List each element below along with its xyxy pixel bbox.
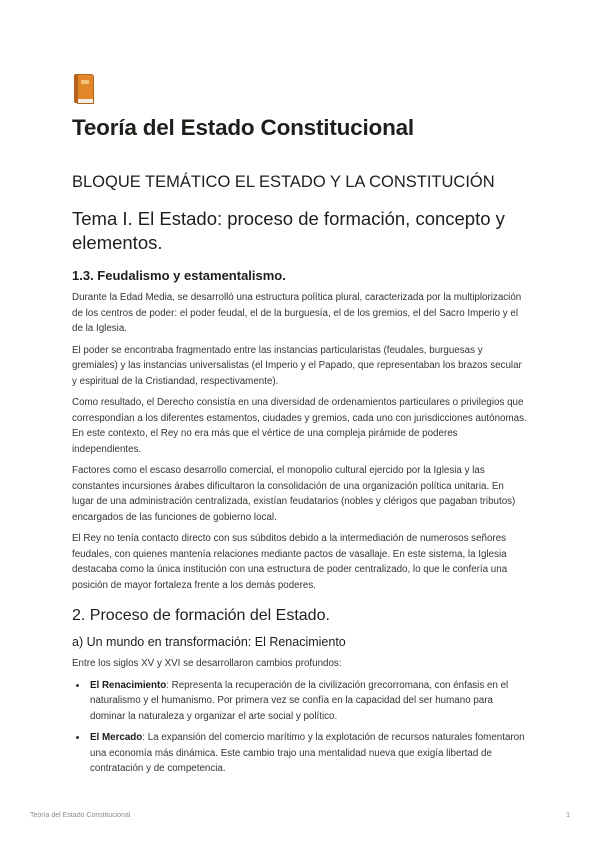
paragraph: Como resultado, el Derecho consistía en una diversidad de ordenamientos particulares o privilegios que correspondían a los diferentes estamentos, ciudades y gremios, cada uno con jurisdicciones autónomas. En este contexto, el Rey no era más que el vértice de una compleja pirámide de poderes independientes. — [72, 397, 527, 455]
bullet-text: : Representa la recuperación de la civilización grecorromana, con énfasis en el naturalismo y el humanismo. Por primera vez se confía en la capacidad del ser humano para dominar la naturaleza y organizar el arte social y político. — [90, 679, 509, 722]
subsection-a-heading: a) Un mundo en transformación: El Renacimiento — [72, 635, 346, 649]
tema-heading: Tema I. El Estado: proceso de formación, concepto y elementos. — [72, 208, 505, 253]
page-footer — [30, 812, 570, 819]
paragraph: El Rey no tenía contacto directo con sus súbditos debido a la intermediación de numerosos señores feudales, con quienes mantenía relaciones mediante pactos de vasallaje. En este sistema, la Iglesia destacaba como la única institución con una estructura de poder centralizado, lo que le confería una posición de mayor fortaleza frente a los demás poderes. — [72, 533, 508, 591]
page-number: 1 — [566, 812, 570, 819]
document-page — [72, 74, 528, 783]
list-item — [88, 730, 528, 777]
bullet-term: El Mercado — [90, 732, 143, 743]
paragraph: El poder se encontraba fragmentado entre las instancias particularistas (feudales, burguesas y gremiales) y las instancias universalistas (el Imperio y el Papado, que representaban los brazos secular y espiritual de la Cristiandad, respectivamente). — [72, 344, 522, 387]
section-1-3-heading: 1.3. Feudalismo y estamentalismo. — [72, 268, 286, 283]
book-icon — [72, 74, 94, 104]
bullet-list — [72, 678, 528, 777]
section-2-heading: 2. Proceso de formación del Estado. — [72, 607, 330, 624]
bloque-heading: BLOQUE TEMÁTICO EL ESTADO Y LA CONSTITUCIÓN — [72, 173, 495, 191]
bullet-term: El Renacimiento — [90, 679, 167, 691]
paragraph: Durante la Edad Media, se desarrolló una estructura política plural, caracterizada por la multiplorización de los centros de poder: el poder feudal, el de la burguesía, el de los gremios, el del Sacro Imperio y el de la Iglesia. — [72, 292, 522, 334]
page-title: Teoría del Estado Constitucional — [72, 115, 414, 140]
list-item — [88, 678, 528, 725]
paragraph: Factores como el escaso desarrollo comercial, el monopolio cultural ejercido por la Iglesia y las constantes incursiones árabes dificultaron la consolidación de una organización política unitaria. En lugar de una administración centralizada, existían feudatarios (nobles y clérigos que pagaban tributos) encargados de las funciones de gobierno local. — [72, 465, 516, 523]
footer-title: Teoría del Estado Constitucional — [30, 812, 131, 819]
bullet-text: : La expansión del comercio marítimo y la explotación de recursos naturales fomentaron una economía más dinámica. Este cambio trajo una mentalidad nueva que exigía libertad de contratación y de competencia. — [90, 732, 525, 774]
intro-paragraph: Entre los siglos XV y XVI se desarrollaron cambios profundos: — [72, 658, 342, 669]
